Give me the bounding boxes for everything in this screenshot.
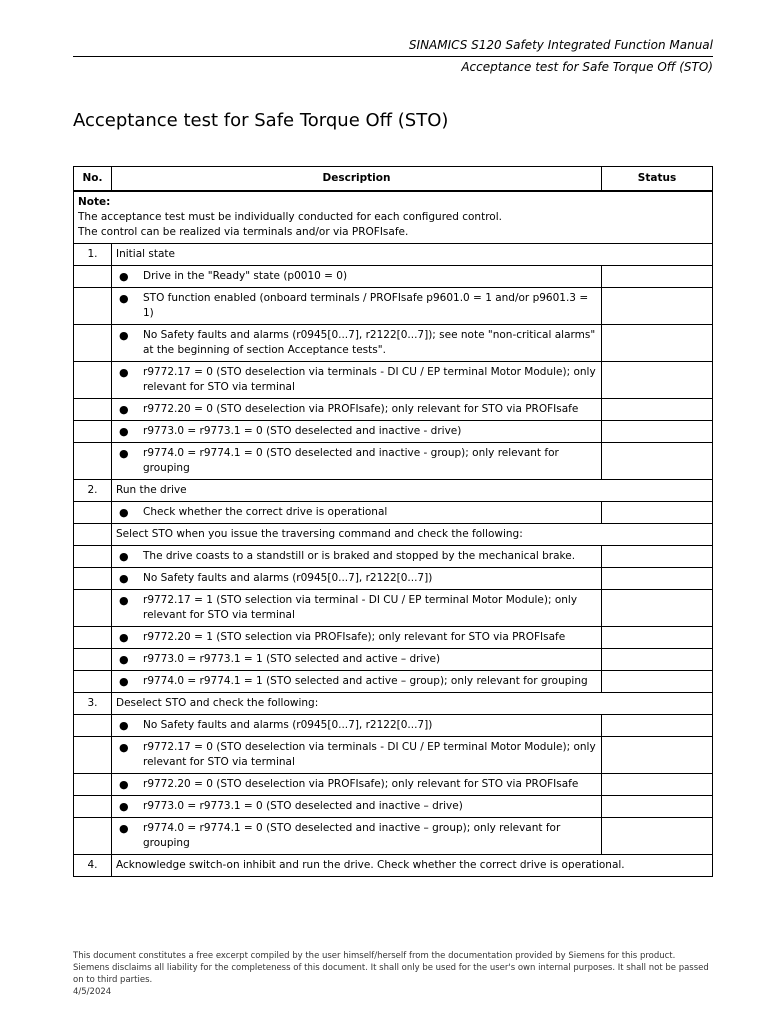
status-cell[interactable]: [602, 443, 713, 480]
header-divider: [73, 56, 713, 57]
check-item: [112, 546, 602, 568]
status-cell[interactable]: [602, 325, 713, 362]
table-row: [74, 443, 713, 480]
check-item: [112, 362, 602, 399]
check-item: [112, 399, 602, 421]
check-text: No Safety faults and alarms (r0945[0...7], r2122[0...7]); see note "non-critical alarms" at the beginning of section Acceptance tests".: [143, 329, 596, 356]
table-row: [74, 524, 713, 546]
table-row: [74, 568, 713, 590]
table-row: [74, 266, 713, 288]
check-text: r9773.0 = r9773.1 = 0 (STO deselected and inactive - drive): [143, 425, 462, 437]
column-header-description: Description: [112, 167, 602, 192]
bullet-icon: ●: [119, 800, 129, 813]
bullet-icon: ●: [119, 741, 129, 754]
check-text: r9772.20 = 0 (STO deselection via PROFIsafe); only relevant for STO via PROFIsafe: [143, 778, 579, 790]
check-item: [112, 266, 602, 288]
table-row: [74, 627, 713, 649]
status-cell[interactable]: [602, 399, 713, 421]
table-row: [74, 288, 713, 325]
check-item: [112, 590, 602, 627]
column-header-no: No.: [74, 167, 112, 192]
footer: [73, 950, 713, 998]
section-title: Acceptance test for Safe Torque Off (STO): [461, 60, 713, 74]
status-cell[interactable]: [602, 796, 713, 818]
check-item: [112, 649, 602, 671]
status-cell[interactable]: [602, 590, 713, 627]
check-text: r9772.17 = 1 (STO selection via terminal - DI CU / EP terminal Motor Module); only relevant for STO via terminal: [143, 594, 578, 621]
check-text: Drive in the "Ready" state (p0010 = 0): [143, 270, 348, 282]
step-title: Run the drive: [112, 480, 713, 502]
table-row: [74, 362, 713, 399]
check-text: r9773.0 = r9773.1 = 0 (STO deselected and inactive – drive): [143, 800, 463, 812]
bullet-icon: ●: [119, 329, 129, 342]
bullet-icon: ●: [119, 270, 129, 283]
step-number: 2.: [74, 480, 112, 502]
check-item: [112, 715, 602, 737]
footer-date: 4/5/2024: [73, 987, 112, 997]
status-cell[interactable]: [602, 818, 713, 855]
status-cell[interactable]: [602, 362, 713, 399]
check-item: [112, 818, 602, 855]
check-item: [112, 671, 602, 693]
note-cell: [74, 191, 713, 244]
check-text: r9772.17 = 0 (STO deselection via terminals - DI CU / EP terminal Motor Module); only relevant for STO via terminal: [143, 366, 596, 393]
acceptance-test-table: [73, 166, 713, 877]
status-cell[interactable]: [602, 546, 713, 568]
table-row: [74, 671, 713, 693]
table-row: [74, 737, 713, 774]
status-cell[interactable]: [602, 266, 713, 288]
table-row: [74, 325, 713, 362]
step-title: Deselect STO and check the following:: [112, 693, 713, 715]
page-title: Acceptance test for Safe Torque Off (STO): [73, 110, 449, 131]
status-cell[interactable]: [602, 627, 713, 649]
check-item: [112, 774, 602, 796]
check-text: Check whether the correct drive is operational: [143, 506, 388, 518]
check-text: r9772.20 = 1 (STO selection via PROFIsafe); only relevant for STO via PROFIsafe: [143, 631, 566, 643]
note-line: The acceptance test must be individually conducted for each configured control.: [78, 211, 502, 223]
step-number: 4.: [74, 855, 112, 877]
table-row: [74, 399, 713, 421]
bullet-icon: ●: [119, 631, 129, 644]
status-cell[interactable]: [602, 502, 713, 524]
note-line: The control can be realized via terminals and/or via PROFIsafe.: [78, 226, 409, 238]
step-number: 3.: [74, 693, 112, 715]
check-item: [112, 502, 602, 524]
manual-title: SINAMICS S120 Safety Integrated Function Manual: [408, 38, 713, 52]
bullet-icon: ●: [119, 506, 129, 519]
bullet-icon: ●: [119, 572, 129, 585]
bullet-icon: ●: [119, 403, 129, 416]
bullet-icon: ●: [119, 447, 129, 460]
table-row: [74, 546, 713, 568]
check-item: [112, 568, 602, 590]
bullet-icon: ●: [119, 550, 129, 563]
check-item: [112, 421, 602, 443]
status-cell[interactable]: [602, 774, 713, 796]
note-row: [74, 191, 713, 244]
bullet-icon: ●: [119, 653, 129, 666]
bullet-icon: ●: [119, 594, 129, 607]
check-item: [112, 627, 602, 649]
bullet-icon: ●: [119, 719, 129, 732]
table-row: [74, 244, 713, 266]
bullet-icon: ●: [119, 822, 129, 835]
bullet-icon: ●: [119, 425, 129, 438]
step-number: 1.: [74, 244, 112, 266]
table-row: [74, 855, 713, 877]
table-row: [74, 649, 713, 671]
table-row: [74, 502, 713, 524]
bullet-icon: ●: [119, 292, 129, 305]
note-heading: Note:: [78, 196, 111, 208]
column-header-status: Status: [602, 167, 713, 192]
status-cell[interactable]: [602, 649, 713, 671]
check-text: r9773.0 = r9773.1 = 1 (STO selected and active – drive): [143, 653, 441, 665]
table-header-row: [74, 167, 713, 192]
status-cell[interactable]: [602, 568, 713, 590]
check-text: r9772.17 = 0 (STO deselection via terminals - DI CU / EP terminal Motor Module); only relevant for STO via terminal: [143, 741, 596, 768]
table-row: [74, 421, 713, 443]
check-text: No Safety faults and alarms (r0945[0...7], r2122[0...7]): [143, 572, 433, 584]
step-subtitle: Select STO when you issue the traversing command and check the following:: [112, 524, 713, 546]
status-cell[interactable]: [602, 421, 713, 443]
check-item: [112, 288, 602, 325]
status-cell[interactable]: [602, 715, 713, 737]
table-row: [74, 818, 713, 855]
check-text: The drive coasts to a standstill or is braked and stopped by the mechanical brake.: [143, 550, 576, 562]
table-row: [74, 774, 713, 796]
check-item: [112, 737, 602, 774]
check-item: [112, 796, 602, 818]
table-row: [74, 693, 713, 715]
check-text: r9774.0 = r9774.1 = 0 (STO deselected and inactive – group); only relevant for grouping: [143, 822, 561, 849]
table-row: [74, 480, 713, 502]
check-text: No Safety faults and alarms (r0945[0...7], r2122[0...7]): [143, 719, 433, 731]
table-row: [74, 590, 713, 627]
step-title: Acknowledge switch-on inhibit and run the drive. Check whether the correct drive is operational.: [112, 855, 713, 877]
table-row: [74, 715, 713, 737]
bullet-icon: ●: [119, 366, 129, 379]
bullet-icon: ●: [119, 778, 129, 791]
status-cell[interactable]: [602, 737, 713, 774]
check-item: [112, 443, 602, 480]
status-cell[interactable]: [602, 671, 713, 693]
status-cell[interactable]: [602, 288, 713, 325]
check-text: r9774.0 = r9774.1 = 1 (STO selected and active – group); only relevant for grouping: [143, 675, 588, 687]
check-text: STO function enabled (onboard terminals / PROFIsafe p9601.0 = 1 and/or p9601.3 = 1): [143, 292, 589, 319]
check-item: [112, 325, 602, 362]
table-row: [74, 796, 713, 818]
step-title: Initial state: [112, 244, 713, 266]
bullet-icon: ●: [119, 675, 129, 688]
check-text: r9772.20 = 0 (STO deselection via PROFIsafe); only relevant for STO via PROFIsafe: [143, 403, 579, 415]
footer-disclaimer: This document constitutes a free excerpt compiled by the user himself/herself from the documentation provided by Siemens for this product. Siemens disclaims all liability for the completeness of this document. It shall only be used for the user's own internal purposes. It shall not be passed on to third parties.: [73, 951, 709, 985]
check-text: r9774.0 = r9774.1 = 0 (STO deselected and inactive - group); only relevant for grouping: [143, 447, 559, 474]
